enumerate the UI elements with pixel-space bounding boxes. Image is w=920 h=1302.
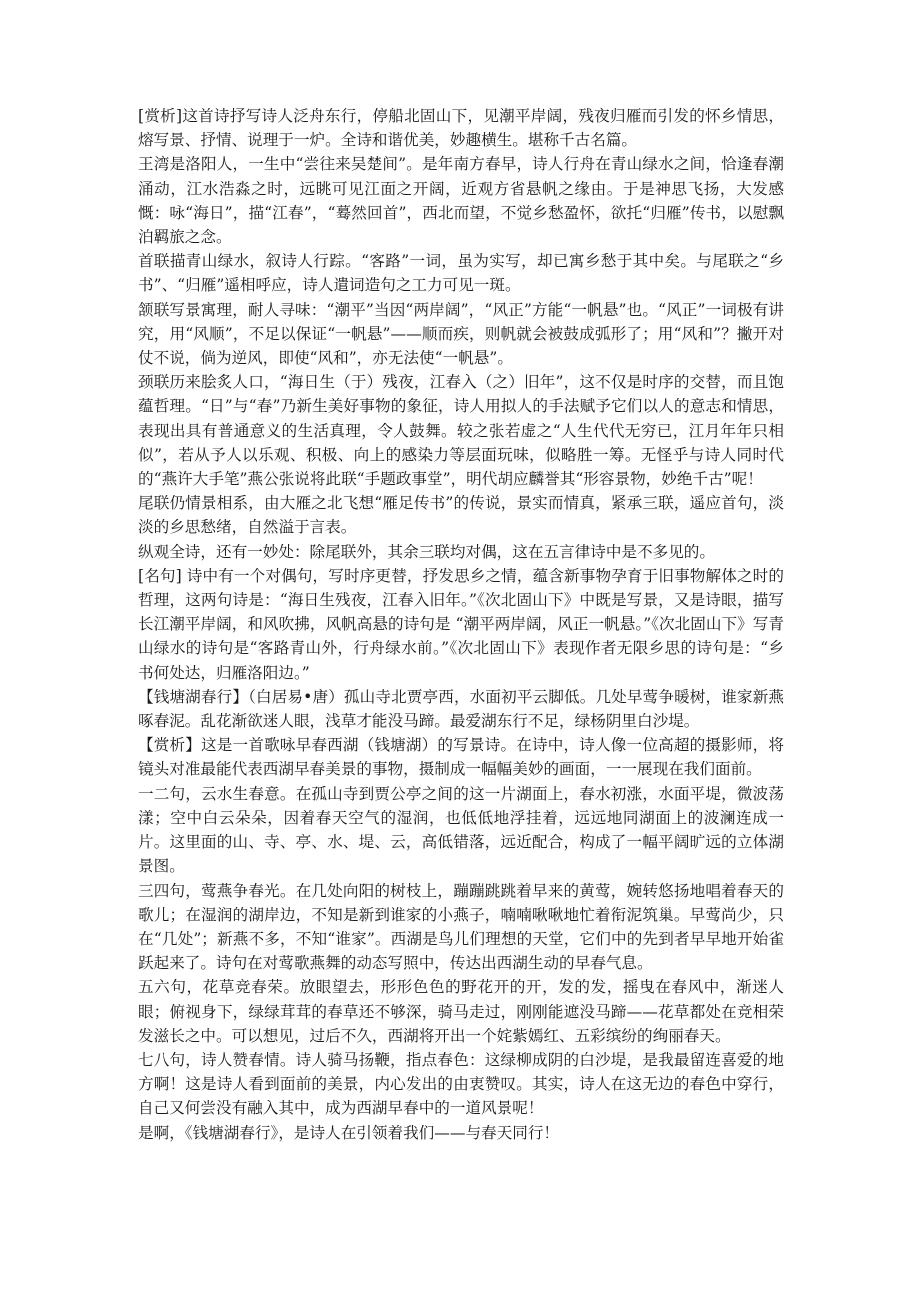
paragraph-famous-lines: [名句] 诗中有一个对偶句，写时序更替，抒发思乡之情，蕴含新事物孕育于旧事物解体之时的哲理，这两句诗是：“海日生残夜，江春入旧年。”《次北固山下》中既是写景，又是诗眼，描写长江潮平岸阔，和风吹拂，风帆高悬的诗句是 “潮平两岸阔，风正一帆悬。”《次北固山下》写青山绿水的诗句是“客路青山外，行舟绿水前。”《次北固山下》表现作者无限乡思的诗句是：“乡书何处达，归雁洛阳边。” (138, 566, 784, 682)
paragraph-last-couplet: 尾联仍情景相系，由大雁之北飞想“雁足传书”的传说，景实而情真，紧承三联，遥应首句，淡淡的乡思愁绪，自然溢于言表。 (138, 494, 784, 537)
paragraph-third-couplet: 颈联历来脍炙人口，“海日生（于）残夜，江春入（之）旧年”，这不仅是时序的交替，而且饱蕴哲理。“日”与“春”乃新生美好事物的象征，诗人用拟人的手法赋予它们以人的意志和情思，表现出具有普通意义的生活真理，令人鼓舞。较之张若虚之“人生代代无穷已，江月年年只相似”，若从予人以乐观、积极、向上的感染力等层面玩味，似略胜一筹。无怪乎与诗人同时代的“燕许大手笔”燕公张说将此联“手题政事堂”，明代胡应麟誉其“形容景物，妙绝千古”呢！ (138, 373, 784, 489)
paragraph-lines-three-four: 三四句，莺燕争春光。在几处向阳的树枝上，蹦蹦跳跳着早来的黄莺，婉转悠扬地唱着春天的歌儿；在湿润的湖岸边，不知是新到谁家的小燕子，喃喃啾啾地忙着衔泥筑巢。早莺尚少，只在“几处”；新燕不多，不知“谁家”。西湖是鸟儿们理想的天堂，它们中的先到者早早地开始雀跃起来了。诗句在对莺歌燕舞的动态写照中，传达出西湖生动的早春气息。 (138, 881, 784, 973)
paragraph-conclusion: 是啊，《钱塘湖春行》，是诗人在引领着我们——与春天同行！ (138, 1123, 560, 1142)
paragraph-appreciation-intro: [赏析]这首诗抒写诗人泛舟东行，停船北固山下，见潮平岸阔，残夜归雁而引发的怀乡情思，熔写景、抒情、说理于一炉。全诗和谐优美，妙趣横生。堪称千古名篇。 (138, 107, 784, 150)
paragraph-lines-five-six: 五六句，花草竞春荣。放眼望去，形形色色的野花开的开，发的发，摇曳在春风中，渐迷人眼；俯视身下，绿绿茸茸的春草还不够深，骑马走过，刚刚能遮没马蹄——花草都处在竞相荣发滋长之中。可以想见，过后不久，西湖将开出一个姹紫嫣红、五彩缤纷的绚丽春天。 (138, 978, 784, 1045)
paragraph-first-couplet: 首联描青山绿水，叙诗人行踪。“客路”一词，虽为实写，却已寓乡愁于其中矣。与尾联之“乡书”、“归雁”遥相呼应，诗人遣词造句之工力可见一斑。 (138, 252, 784, 295)
paragraph-poem-qiantang: 【钱塘湖春行】（白居易•唐）孤山寺北贾亭西，水面初平云脚低。几处早莺争暖树，谁家新燕啄春泥。乱花渐欲迷人眼，浅草才能没马蹄。最爱湖东行不足，绿杨阴里白沙堤。 (138, 687, 784, 731)
paragraph-lines-seven-eight: 七八句，诗人赞春情。诗人骑马扬鞭，指点春色：这绿柳成阴的白沙堤，是我最留连喜爱的地方啊！这是诗人看到面前的美景，内心发出的由衷赞叹。其实，诗人在这无边的春色中穿行，自己又何尝没有融入其中，成为西湖早春中的一道风景呢！ (138, 1050, 784, 1118)
paragraph-second-couplet: 颔联写景寓理，耐人寻味：“潮平”当因“两岸阔”，“风正”方能“一帆悬”也。“风正”一词极有讲究，用“风顺”，不足以保证“一帆悬”——顺而疾，则帆就会被鼓成弧形了；用“风和”？撇开对仗不说，倘为逆风，即使“风和”，亦无法使“一帆悬”。 (138, 300, 784, 368)
document-body (138, 104, 784, 1145)
paragraph-author-background: 王湾是洛阳人，一生中“尝往来吴楚间”。是年南方春早，诗人行舟在青山绿水之间，恰逢春潮涌动，江水浩淼之时，远眺可见江面之开阔，近观方省悬帆之缘由。于是神思飞扬，大发感慨：咏“海日”，描“江春”，“蓦然回首”，西北而望，不觉乡愁盈怀，欲托“归雁”传书，以慰飘泊羁旅之念。 (138, 155, 784, 247)
paragraph-overview: 纵观全诗，还有一妙处：除尾联外，其余三联均对偶，这在五言律诗中是不多见的。 (138, 542, 715, 561)
paragraph-lines-one-two: 一二句，云水生春意。在孤山寺到贾公亭之间的这一片湖面上，春水初涨，水面平堤，微波荡漾；空中白云朵朵，因着春天空气的湿润，也低低地浮挂着，远远地同湖面上的波澜连成一片。这里面的山、寺、亭、水、堤、云，高低错落，远近配合，构成了一幅平阔旷远的立体湖景图。 (138, 784, 784, 876)
paragraph-qiantang-appreciation: 【赏析】这是一首歌咏早春西湖（钱塘湖）的写景诗。在诗中，诗人像一位高超的摄影师，将镜头对准最能代表西湖早春美景的事物，摄制成一幅幅美妙的画面，一一展现在我们面前。 (138, 736, 784, 779)
